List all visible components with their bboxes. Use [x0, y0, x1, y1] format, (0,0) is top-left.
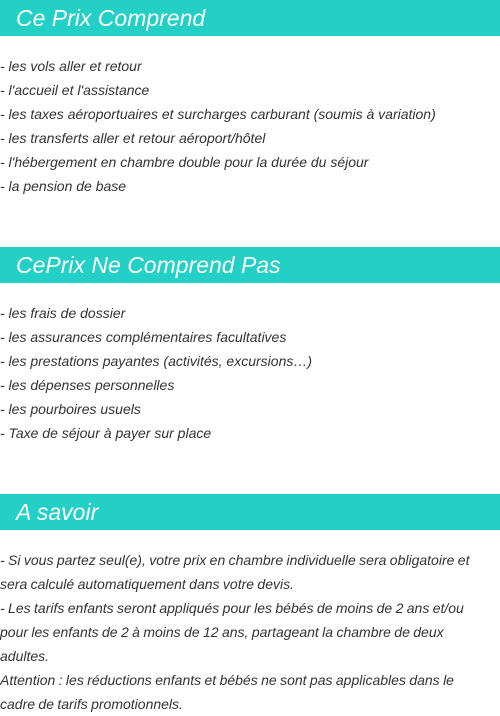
info-paragraph: - Si vous partez seul(e), votre prix en chambre individuelle sera obligatoire et sera calculé automatiquement dans votre devis.: [0, 552, 470, 592]
section-a-savoir: [0, 494, 500, 716]
section-ce-prix-ne-comprend-pas: [0, 247, 500, 445]
list-item: - Taxe de séjour à payer sur place: [0, 425, 212, 441]
info-paragraphs: [0, 548, 500, 716]
section-heading: CePrix Ne Comprend Pas: [0, 247, 500, 283]
info-paragraph: - Les tarifs enfants seront appliqués pour les bébés de moins de 2 ans et/ou pour les enfants de 2 à moins de 12 ans, partageant la chambre de deux adultes.: [0, 600, 464, 664]
list-item: - les assurances complémentaires facultatives: [0, 329, 287, 345]
list-item: - les dépenses personnelles: [0, 377, 175, 393]
list-item: - l'hébergement en chambre double pour la durée du séjour: [0, 154, 369, 170]
list-item: - les prestations payantes (activités, excursions…): [0, 353, 313, 369]
excluded-list: [0, 301, 500, 445]
list-item: - les vols aller et retour: [0, 58, 142, 74]
list-item: - la pension de base: [0, 178, 127, 194]
list-item: - les frais de dossier: [0, 305, 126, 321]
section-ce-prix-comprend: [0, 0, 500, 198]
section-heading: Ce Prix Comprend: [0, 0, 500, 36]
section-heading: A savoir: [0, 494, 500, 530]
list-item: - l'accueil et l'assistance: [0, 82, 150, 98]
list-item: - les pourboires usuels: [0, 401, 141, 417]
included-list: [0, 54, 500, 198]
list-item: - les taxes aéroportuaires et surcharges carburant (soumis à variation): [0, 106, 436, 122]
list-item: - les transferts aller et retour aéroport/hôtel: [0, 130, 266, 146]
info-paragraph: Attention : les réductions enfants et bébés ne sont pas applicables dans le cadre de tarifs promotionnels.: [0, 672, 454, 712]
